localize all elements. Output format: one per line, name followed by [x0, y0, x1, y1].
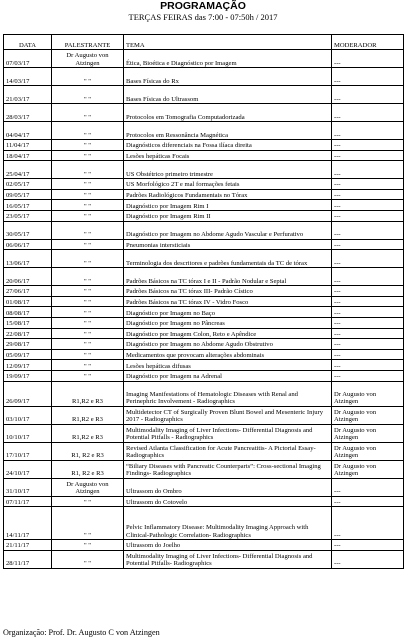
cell-date: 18/04/17 [4, 150, 52, 161]
cell-moderator: --- [332, 150, 404, 161]
cell-date: 27/06/17 [4, 286, 52, 297]
cell-topic: Lesões hepáticas difusas [124, 360, 332, 371]
cell-speaker: Dr Augusto von Atzingen [52, 50, 124, 68]
table-row [4, 339, 404, 350]
table-row [4, 478, 404, 496]
table-row [4, 360, 404, 371]
cell-date: 14/11/17 [4, 507, 52, 540]
cell-topic: Padrões Básicos na TC tórax IV - Vidro Fosco [124, 296, 332, 307]
cell-moderator: Dr Augusto von Atzingen [332, 460, 404, 478]
cell-topic: Diagnóstico por Imagem no Baço [124, 307, 332, 318]
cell-topic: Padrões Radiológicos Fundamentais no Tórax [124, 189, 332, 200]
cell-speaker: " " [52, 339, 124, 350]
cell-moderator: Dr Augusto von Atzingen [332, 381, 404, 406]
schedule-table [3, 34, 404, 569]
cell-speaker: " " [52, 370, 124, 381]
table-row [4, 239, 404, 250]
cell-moderator: --- [332, 370, 404, 381]
cell-speaker: R1,R2 e R3 [52, 406, 124, 424]
cell-date: 19/09/17 [4, 370, 52, 381]
table-row [4, 496, 404, 507]
cell-moderator: --- [332, 550, 404, 568]
schedule-rows [4, 50, 404, 569]
cell-speaker: R1, R2 e R3 [52, 442, 124, 460]
cell-moderator: --- [332, 189, 404, 200]
cell-speaker: R1, R2 e R3 [52, 460, 124, 478]
cell-topic: Lesões hepáticas Focais [124, 150, 332, 161]
cell-moderator: --- [332, 210, 404, 221]
cell-speaker: " " [52, 296, 124, 307]
cell-date: 12/09/17 [4, 360, 52, 371]
cell-moderator: --- [332, 50, 404, 68]
table-row [4, 140, 404, 151]
column-header-topic: TEMA [124, 35, 332, 50]
cell-speaker: " " [52, 200, 124, 211]
table-row [4, 250, 404, 268]
organizer-footer: Organização: Prof. Dr. Augusto C von Atzingen [3, 628, 160, 637]
cell-topic: Multidetector CT of Surgically Proven Blunt Bowel and Mesenteric Injury 2017 - Radiographics [124, 406, 332, 424]
column-header-speaker: PALESTRANTE [52, 35, 124, 50]
cell-topic: Ultrassom do Joelho [124, 540, 332, 551]
cell-date: 21/11/17 [4, 540, 52, 551]
cell-date: 22/08/17 [4, 328, 52, 339]
cell-topic: Diagnóstico por Imagem no Abdome Agudo Vascular e Perfurativo [124, 221, 332, 239]
cell-topic: Ultrassom do Ombro [124, 478, 332, 496]
cell-topic: Multimodality Imaging of Liver Infections- Differential Diagnosis and Potential Pitfalls- Radiographics [124, 550, 332, 568]
cell-moderator: --- [332, 68, 404, 86]
cell-speaker: " " [52, 161, 124, 179]
cell-date: 20/06/17 [4, 268, 52, 286]
cell-moderator: --- [332, 86, 404, 104]
cell-topic: Padrões Básicos na TC tórax III- Padrão Cístico [124, 286, 332, 297]
table-row [4, 68, 404, 86]
cell-moderator: --- [332, 239, 404, 250]
cell-topic: Diagnóstico por Imagem no Abdome Agudo Obstrutivo [124, 339, 332, 350]
cell-speaker: " " [52, 122, 124, 140]
table-row [4, 328, 404, 339]
column-header-moderator: MODERADOR [332, 35, 404, 50]
table-row [4, 86, 404, 104]
cell-moderator: --- [332, 221, 404, 239]
cell-moderator: --- [332, 179, 404, 190]
table-row [4, 424, 404, 442]
cell-topic: Padrões Básicos na TC tórax I e II - Padrão Nodular e Septal [124, 268, 332, 286]
cell-speaker: " " [52, 150, 124, 161]
cell-speaker: " " [52, 349, 124, 360]
cell-moderator: --- [332, 339, 404, 350]
cell-moderator: --- [332, 496, 404, 507]
cell-speaker: " " [52, 286, 124, 297]
table-row [4, 189, 404, 200]
table-row [4, 150, 404, 161]
cell-moderator: --- [332, 161, 404, 179]
cell-speaker: " " [52, 496, 124, 507]
cell-speaker: " " [52, 68, 124, 86]
cell-date: 23/05/17 [4, 210, 52, 221]
cell-date: 30/05/17 [4, 221, 52, 239]
cell-topic: Revised Atlanta Classification for Acute Pancreatitis- A Pictorial Essay- Radiographics [124, 442, 332, 460]
cell-topic: Diagnóstico por Imagem Colon, Reto e Apêndice [124, 328, 332, 339]
cell-speaker: " " [52, 210, 124, 221]
cell-speaker: " " [52, 540, 124, 551]
cell-date: 21/03/17 [4, 86, 52, 104]
table-row [4, 50, 404, 68]
cell-date: 02/05/17 [4, 179, 52, 190]
cell-date: 07/03/17 [4, 50, 52, 68]
cell-moderator: --- [332, 296, 404, 307]
cell-date: 31/10/17 [4, 478, 52, 496]
column-header-date: DATA [4, 35, 52, 50]
cell-topic: Protocolos em Tomografia Computadorizada [124, 104, 332, 122]
cell-moderator: Dr Augusto von Atzingen [332, 442, 404, 460]
cell-date: 14/03/17 [4, 68, 52, 86]
cell-date: 10/10/17 [4, 424, 52, 442]
cell-speaker: " " [52, 360, 124, 371]
cell-speaker: " " [52, 221, 124, 239]
cell-date: 29/08/17 [4, 339, 52, 350]
cell-moderator: --- [332, 286, 404, 297]
table-row [4, 268, 404, 286]
cell-topic: Imaging Manifestations of Hematologic Diseases with Renal and Perinephric Involvement - Radiographics [124, 381, 332, 406]
cell-speaker: " " [52, 328, 124, 339]
table-row [4, 406, 404, 424]
cell-topic: Ultrassom do Cotovelo [124, 496, 332, 507]
table-row [4, 507, 404, 540]
cell-moderator: --- [332, 268, 404, 286]
cell-date: 01/08/17 [4, 296, 52, 307]
table-row [4, 221, 404, 239]
cell-topic: Protocolos em Ressonância Magnética [124, 122, 332, 140]
cell-speaker: R1,R2 e R3 [52, 381, 124, 406]
cell-topic: Bases Físicas do Ultrassom [124, 86, 332, 104]
cell-date: 28/03/17 [4, 104, 52, 122]
cell-moderator: --- [332, 104, 404, 122]
table-row [4, 161, 404, 179]
cell-speaker: " " [52, 507, 124, 540]
table-row [4, 550, 404, 568]
cell-date: 03/10/17 [4, 406, 52, 424]
cell-topic: US Obstétrico primeiro trimestre [124, 161, 332, 179]
cell-topic: Diagnósticos diferenciais na Fossa ilíaca direita [124, 140, 332, 151]
cell-moderator: --- [332, 317, 404, 328]
table-row [4, 381, 404, 406]
cell-date: 06/06/17 [4, 239, 52, 250]
cell-date: 13/06/17 [4, 250, 52, 268]
table-row [4, 540, 404, 551]
cell-speaker: " " [52, 307, 124, 318]
cell-speaker: " " [52, 179, 124, 190]
cell-speaker: " " [52, 317, 124, 328]
table-row [4, 210, 404, 221]
cell-speaker: Dr Augusto von Atzingen [52, 478, 124, 496]
cell-date: 24/10/17 [4, 460, 52, 478]
cell-moderator: Dr Augusto von Atzingen [332, 406, 404, 424]
table-row [4, 104, 404, 122]
cell-speaker: " " [52, 189, 124, 200]
cell-date: 16/05/17 [4, 200, 52, 211]
cell-moderator: --- [332, 540, 404, 551]
cell-speaker: " " [52, 239, 124, 250]
cell-speaker: " " [52, 250, 124, 268]
cell-topic: US Morfológico 2T e mal formações fetais [124, 179, 332, 190]
cell-date: 25/04/17 [4, 161, 52, 179]
cell-topic: Diagnóstico por Imagem no Pâncreas [124, 317, 332, 328]
table-row [4, 200, 404, 211]
cell-moderator: Dr Augusto von Atzingen [332, 424, 404, 442]
cell-moderator: --- [332, 328, 404, 339]
cell-date: 28/11/17 [4, 550, 52, 568]
cell-topic: Diagnóstico por Imagem Rim I [124, 200, 332, 211]
table-row [4, 370, 404, 381]
cell-speaker: " " [52, 268, 124, 286]
cell-date: 15/08/17 [4, 317, 52, 328]
cell-topic: Pelvic Inflammatory Disease: Multimodality Imaging Approach with Clinical-Pathologic Correlation- Radiographics [124, 507, 332, 540]
cell-topic: Pneumonias intersticiais [124, 239, 332, 250]
cell-date: 09/05/17 [4, 189, 52, 200]
cell-moderator: --- [332, 307, 404, 318]
cell-speaker: " " [52, 140, 124, 151]
table-row [4, 307, 404, 318]
cell-moderator: --- [332, 122, 404, 140]
table-header-row [4, 35, 404, 50]
table-row [4, 317, 404, 328]
cell-moderator: --- [332, 140, 404, 151]
cell-date: 17/10/17 [4, 442, 52, 460]
cell-topic: Medicamentos que provocam alterações abdominais [124, 349, 332, 360]
cell-topic: “Biliary Diseases with Pancreatic Counterparts”: Cross-sectional Imaging Findings- Radiographics [124, 460, 332, 478]
cell-topic: Bases Físicas do Rx [124, 68, 332, 86]
table-row [4, 460, 404, 478]
cell-moderator: --- [332, 478, 404, 496]
cell-speaker: " " [52, 550, 124, 568]
cell-date: 11/04/17 [4, 140, 52, 151]
page-subtitle: TERÇAS FEIRAS das 7:00 - 07:50h / 2017 [128, 12, 278, 22]
cell-moderator: --- [332, 349, 404, 360]
page-title: PROGRAMAÇÃO [160, 0, 246, 12]
table-row [4, 286, 404, 297]
cell-moderator: --- [332, 360, 404, 371]
cell-topic: Ética, Bioética e Diagnóstico por Imagem [124, 50, 332, 68]
cell-moderator: --- [332, 200, 404, 211]
cell-date: 08/08/17 [4, 307, 52, 318]
cell-date: 05/09/17 [4, 349, 52, 360]
table-row [4, 296, 404, 307]
cell-topic: Diagnóstico por Imagem Rim II [124, 210, 332, 221]
table-row [4, 349, 404, 360]
cell-date: 07/11/17 [4, 496, 52, 507]
cell-speaker: R1,R2 e R3 [52, 424, 124, 442]
cell-topic: Terminologia dos descritores e padrões fundamentais da TC de tórax [124, 250, 332, 268]
table-row [4, 122, 404, 140]
cell-topic: Diagnóstico por Imagem na Adrenal [124, 370, 332, 381]
cell-moderator: --- [332, 507, 404, 540]
table-row [4, 179, 404, 190]
cell-speaker: " " [52, 86, 124, 104]
cell-date: 04/04/17 [4, 122, 52, 140]
cell-speaker: " " [52, 104, 124, 122]
cell-topic: Multimodality Imaging of Liver Infections- Differential Diagnosis and Potential Pitfalls - Radiographics [124, 424, 332, 442]
cell-moderator: --- [332, 250, 404, 268]
cell-date: 26/09/17 [4, 381, 52, 406]
table-row [4, 442, 404, 460]
